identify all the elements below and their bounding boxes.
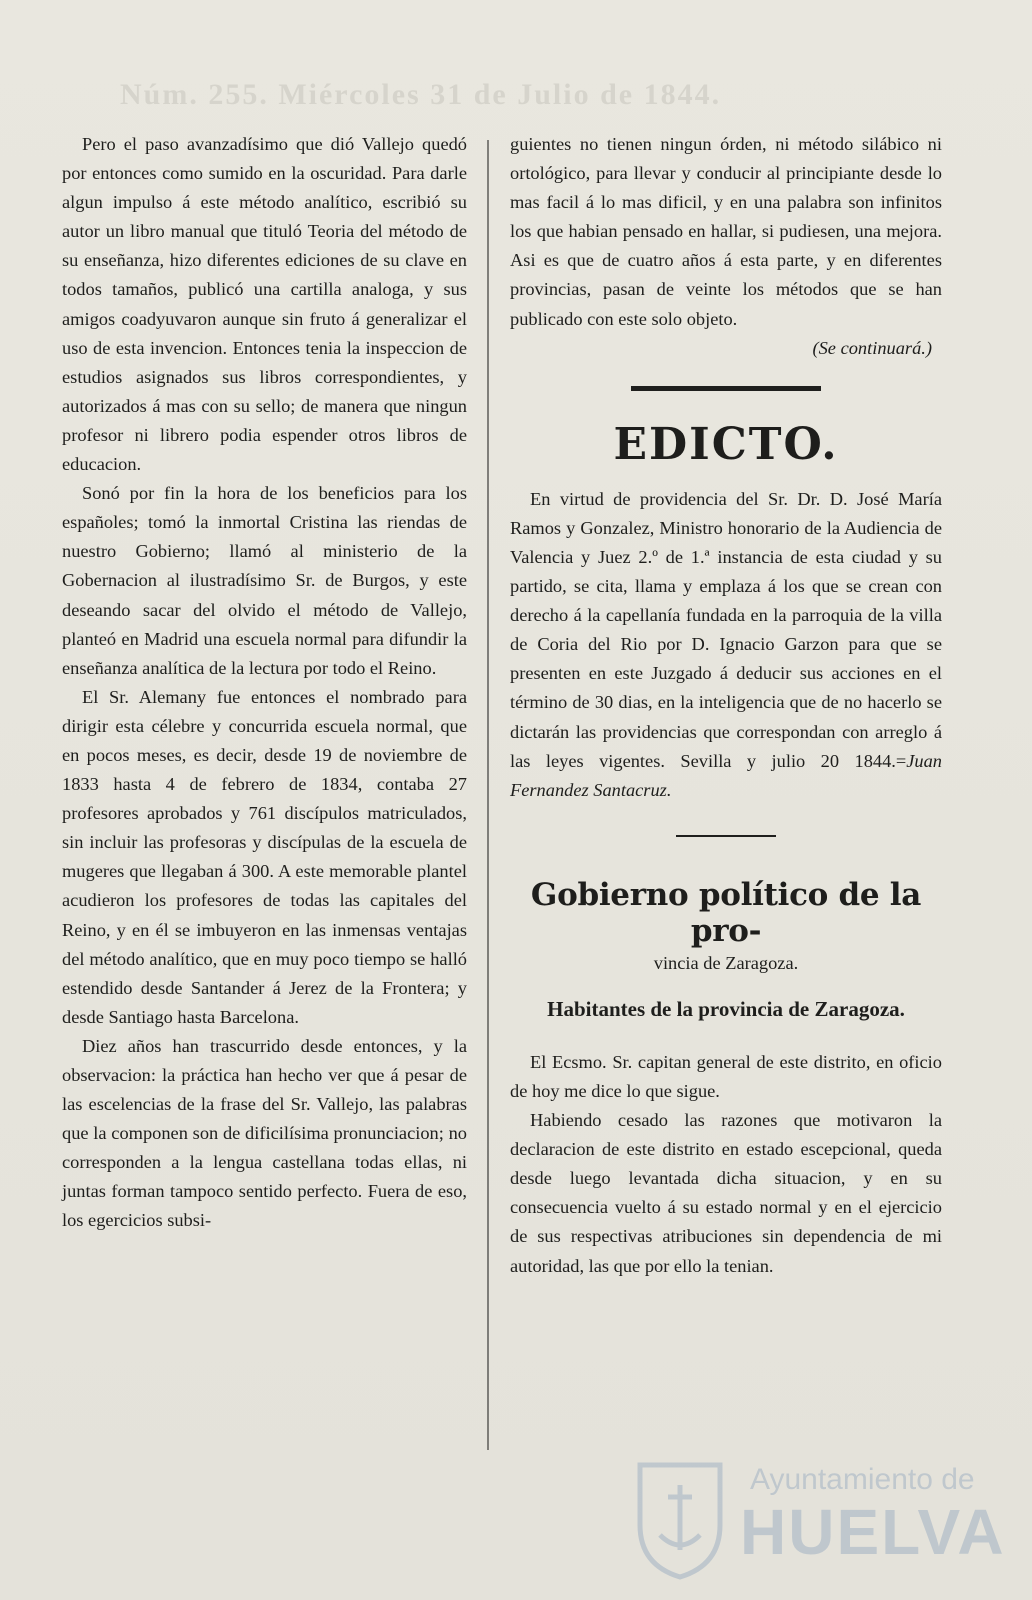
watermark	[630, 1455, 1006, 1585]
left-paragraph-4: Diez años han trascurrido desde entonces, y la observacion: la práctica han hecho ver que á pesar de las escelencias de la frase del Sr. Vallejo, las palabras que la componen son de dificilísima pronunciacion; no corresponden a la lengua castellana todas ellas, ni juntas forman tampoco sentido perfecto. Fuera de eso, los egercicios subsi-	[62, 1035, 467, 1231]
left-paragraph-3: El Sr. Alemany fue entonces el nombrado para dirigir esta célebre y concurrida escuela normal, que en pocos meses, es decir, desde 19 de noviembre de 1833 hasta 4 de febrero de 1834, contaba 27 profesores aprobados y 761 discípulos matriculados, sin incluir las profesoras y discípulas de la escuela de mugeres que llegaban á 300. A este memorable plantel acudieron los profesores de todas las capitales del Reino, y en él se imbuyeron en las inmensas ventajas del método analítico, que en muy poco tiempo se halló estendido desde Santander á Jerez de la Frontera; y desde Santiago hasta Barcelona.	[62, 686, 467, 1027]
section-separator	[631, 386, 821, 391]
habitantes-heading: Habitantes de la provincia de Zaragoza.	[547, 996, 905, 1021]
edicto-signature: Juan Fernandez Santacruz.	[510, 750, 942, 800]
edicto-title: EDICTO.	[613, 418, 839, 470]
gobierno-paragraph-2: Habiendo cesado las razones que motivaron la declaracion de este distrito en estado escepcional, queda desde luego levantada dicha situacion, y en su consecuencia vuelto á su estado normal y en el ejercicio de sus respectivas atribuciones sin dependencia de mi autoridad, las que por ello la tenian.	[510, 1110, 942, 1276]
edicto-body-text: En virtud de providencia del Sr. Dr. D. José María Ramos y Gonzalez, Ministro honorario de la Audiencia de Valencia y Juez 2.º de 1.ª instancia de esta ciudad y su partido, se cita, llama y emplaza á los que se crean con derecho á la capellanía fundada en la parroquia de la villa de Coria del Rio por D. Ignacio Garzon para que se presenten en este Juzgado á deducir sus acciones en el término de 30 dias, en la inteligencia que de no hacerlo se dictarán las providencias que correspondan con arreglo á las leyes vigentes. Sevilla y julio 20 1844.=	[510, 488, 942, 771]
watermark-line1: Ayuntamiento de	[750, 1463, 975, 1496]
continues-note: (Se continuará.)	[812, 337, 932, 358]
edicto-body	[510, 485, 942, 805]
gobierno-title: Gobierno político de la pro-	[530, 876, 922, 949]
column-divider	[487, 140, 489, 1450]
left-paragraph-1: Pero el paso avanzadísimo que dió Vallejo quedó por entonces como sumido en la oscuridad. Para darle algun impulso á este método analítico, escribió su autor un libro manual que tituló Teoria del método de su enseñanza, hizo diferentes ediciones de su clave en todos tamaños, publicó una cartilla analoga, y sus amigos coadyuvaron aunque sin fruto á generalizar el uso de esta invencion. Entonces tenia la inspeccion de estudios asignados sus libros correspondientes, y autorizados á mas con su sello; de manera que ningun profesor ni librero podia espender otros libros de educacion.	[62, 134, 467, 475]
left-column	[62, 130, 467, 1236]
gobierno-paragraph-1: El Ecsmo. Sr. capitan general de este distrito, en oficio de hoy me dice lo que sigue.	[510, 1051, 942, 1101]
short-separator	[676, 835, 776, 837]
left-paragraph-2: Sonó por fin la hora de los beneficios para los españoles; tomó la inmortal Cristina las riendas de nuestro Gobierno; llamó al ministerio de la Gobernacion al ilustradísimo Sr. de Burgos, y este deseando sacar del olvido el método de Vallejo, planteó en Madrid una escuela normal para difundir la enseñanza analítica de la lectura por todo el Reino.	[62, 483, 467, 678]
ghost-header-bleedthrough: Núm. 255. Miércoles 31 de Julio de 1844.	[120, 78, 722, 111]
continuation-paragraph: guientes no tienen ningun órden, ni método silábico ni ortológico, para llevar y conducir al principiante desde lo mas facil á lo mas dificil, y en una palabra son infinitos los que habian pensado en hallar, si pudiesen, una mejora. Asi es que de cuatro años á esta parte, y en diferentes provincias, pasan de veinte los métodos que se han publicado con este solo objeto.	[510, 134, 942, 329]
coat-of-arms-icon	[630, 1455, 730, 1580]
watermark-line2: HUELVA	[740, 1496, 1006, 1568]
right-column	[510, 130, 942, 1281]
gobierno-subtitle: vincia de Zaragoza.	[653, 952, 799, 973]
